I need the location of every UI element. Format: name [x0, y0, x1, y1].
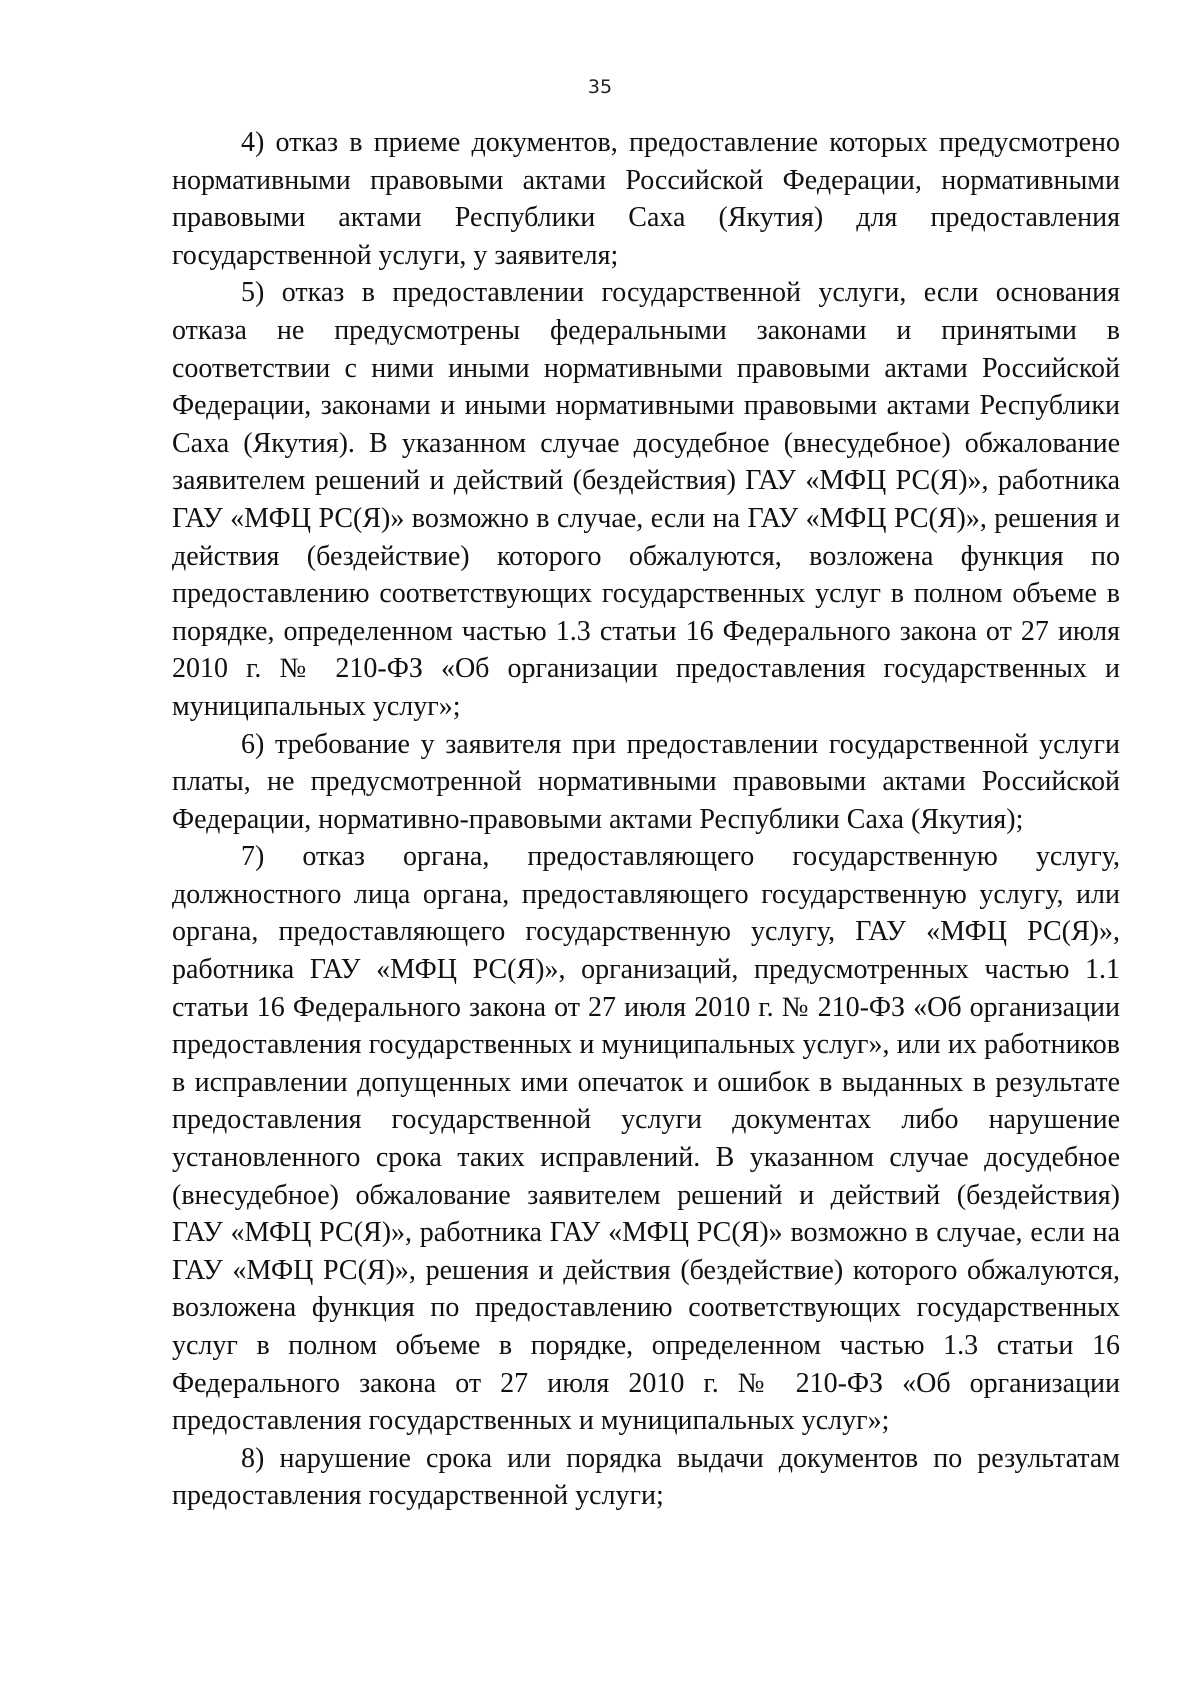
paragraph-item-4: 4) отказ в приеме документов, предоставление которых предусмотрено нормативными правовыми актами Российской Федерации, нормативными правовыми актами Республики Саха (Якутия) для предоставления государственной услуги, у заявителя;: [172, 127, 1120, 271]
paragraph-item-7: 7) отказ органа, предоставляющего государственную услугу, должностного лица органа, предоставляющего государственную услугу, или органа, предоставляющего государственную услугу, ГАУ «МФЦ РС(Я)», работника ГАУ «МФЦ РС(Я)», организаций, предусмотренных частью 1.1 статьи 16 Федерального закона от 27 июля 2010 г. № 210-ФЗ «Об организации предоставления государственных и муниципальных услуг», или их работников в исправлении допущенных ими опечаток и ошибок в выданных в результате предоставления государственной услуги документах либо нарушение установленного срока таких исправлений. В указанном случае досудебное (внесудебное) обжалование заявителем решений и действий (бездействия) ГАУ «МФЦ РС(Я)», работника ГАУ «МФЦ РС(Я)» возможно в случае, если на ГАУ «МФЦ РС(Я)», решения и действия (бездействие) которого обжалуются, возложена функция по предоставлению соответствующих государственных услуг в полном объеме в порядке, определенном частью 1.3 статьи 16 Федерального закона от 27 июля 2010 г. № 210-ФЗ «Об организации предоставления государственных и муниципальных услуг»;: [172, 841, 1120, 1437]
paragraph-item-6: 6) требование у заявителя при предоставлении государственной услуги платы, не предусмотренной нормативными правовыми актами Российской Федерации, нормативно-правовыми актами Республики Саха (Якутия);: [172, 728, 1120, 835]
paragraph-item-5: 5) отказ в предоставлении государственной услуги, если основания отказа не предусмотрены федеральными законами и принятыми в соответствии с ними иными нормативными правовыми актами Российской Федерации, законами и иными нормативными правовыми актами Республики Саха (Якутия). В указанном случае досудебное (внесудебное) обжалование заявителем решений и действий (бездействия) ГАУ «МФЦ РС(Я)», работника ГАУ «МФЦ РС(Я)» возможно в случае, если на ГАУ «МФЦ РС(Я)», решения и действия (бездействие) которого обжалуются, возложена функция по предоставлению соответствующих государственных услуг в полном объеме в порядке, определенном частью 1.3 статьи 16 Федерального закона от 27 июля 2010 г. № 210-ФЗ «Об организации предоставления государственных и муниципальных услуг»;: [172, 277, 1120, 722]
document-body: [172, 124, 1120, 1515]
paragraph-item-8: 8) нарушение срока или порядка выдачи документов по результатам предоставления государственной услуги;: [172, 1442, 1120, 1512]
page-number: 35: [587, 76, 613, 98]
